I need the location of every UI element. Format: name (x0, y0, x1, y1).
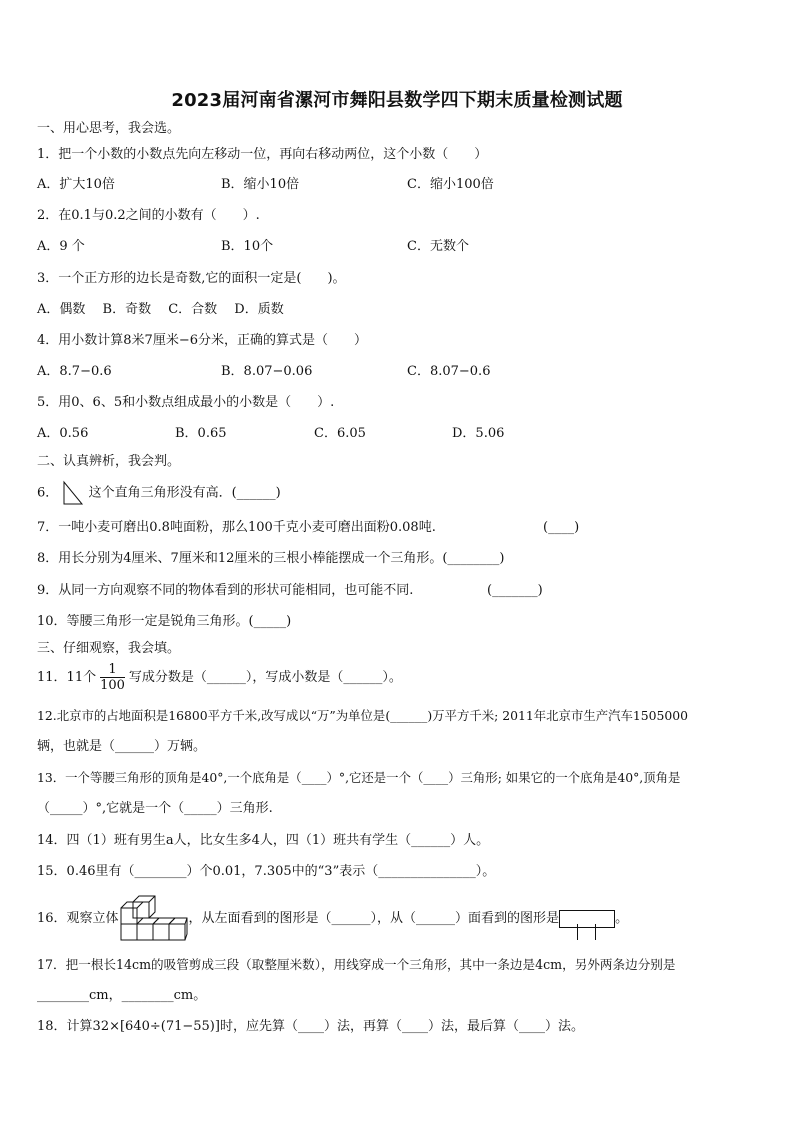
q5-option-a: A．0.56 (37, 426, 89, 441)
fraction-numerator: 1 (100, 662, 125, 678)
q16-prefix: 16．观察立体 (37, 911, 119, 926)
q3-options: A．偶数 B．奇数 C．合数 D．质数 (37, 302, 284, 317)
q6-text: 这个直角三角形没有高．(______) (88, 485, 281, 501)
q9-answer-blank[interactable]: (_______) (487, 583, 543, 598)
question-1: 1．把一个小数的小数点先向左移动一位，再向右移动两位，这个小数（ ） (37, 147, 488, 162)
question-12-line-1: 12.北京市的占地面积是16800平方千米,改写成以“万”为单位是(______)万平方千米; 2011年北京市生产汽车1505000 (37, 708, 689, 723)
question-12-line-2: 辆，也就是（______）万辆。 (37, 739, 207, 754)
q5-option-c: C．6.05 (314, 426, 366, 441)
section-heading-2: 二、认真辨析，我会判。 (37, 454, 181, 469)
view-square (560, 924, 578, 940)
question-5: 5．用0、6、5和小数点组成最小的小数是（ ）. (37, 395, 335, 410)
q11-suffix: 写成分数是（______），写成小数是（______）。 (128, 670, 402, 685)
q16-middle: ，从左面看到的图形是（______），从（______）面看到的图形是 (188, 911, 560, 926)
question-18: 18．计算32×[640÷(71−55)]时，应先算（____）法，再算（____）法，最后算（____）法。 (37, 1019, 584, 1034)
view-square (596, 924, 614, 940)
question-10: 10．等腰三角形一定是锐角三角形。(_____) (37, 614, 292, 629)
view-square (578, 924, 596, 940)
q6-number: 6． (37, 485, 59, 501)
q2-option-c: C．无数个 (407, 239, 469, 254)
page-title: 2023届河南省漯河市舞阳县数学四下期末质量检测试题 (171, 90, 623, 111)
q4-option-a: A．8.7−0.6 (37, 364, 112, 379)
section-heading-1: 一、用心思考，我会选。 (37, 121, 181, 136)
question-9: 9．从同一方向观察不同的物体看到的形状可能相同，也可能不同. (37, 583, 414, 598)
question-6 (37, 480, 281, 506)
q4-option-b: B．8.07−0.06 (221, 364, 313, 379)
question-16 (37, 893, 628, 945)
q4-option-c: C．8.07−0.6 (407, 364, 491, 379)
q11-prefix: 11．11个 (37, 670, 97, 685)
q1-option-a: A．扩大10倍 (37, 177, 115, 192)
section-heading-3: 三、仔细观察，我会填。 (37, 641, 181, 656)
question-11 (37, 661, 402, 695)
q16-suffix: 。 (615, 911, 629, 926)
right-triangle-icon (62, 480, 84, 506)
q7-answer-blank[interactable]: (____) (543, 520, 580, 535)
q5-option-b: B．0.65 (175, 426, 227, 441)
fraction-denominator: 100 (100, 678, 125, 693)
question-8: 8．用长分别为4厘米、7厘米和12厘米的三根小棒能摆成一个三角形。(________) (37, 551, 505, 566)
three-square-view-figure (559, 910, 615, 928)
fraction (100, 662, 125, 693)
question-3: 3．一个正方形的边长是奇数,它的面积一定是( )。 (37, 271, 346, 286)
question-13-line-1: 13．一个等腰三角形的顶角是40°,一个底角是（____）°,它还是一个（____）三角形; 如果它的一个底角是40°,顶角是 (37, 770, 681, 785)
question-4: 4．用小数计算8米7厘米−6分米，正确的算式是（ ） (37, 333, 367, 348)
q2-option-a: A．9 个 (37, 239, 85, 254)
q1-option-b: B．缩小10倍 (221, 177, 300, 192)
question-15: 15．0.46里有（________）个0.01，7.305中的“3”表示（_______________）。 (37, 864, 496, 879)
question-17-line-2: ________cm，________cm。 (37, 988, 207, 1003)
question-13-line-2: （_____）°,它就是一个（_____）三角形. (37, 801, 273, 816)
q5-option-d: D．5.06 (452, 426, 505, 441)
question-14: 14．四（1）班有男生a人，比女生多4人，四（1）班共有学生（______）人。 (37, 833, 490, 848)
question-7: 7．一吨小麦可磨出0.8吨面粉，那么100千克小麦可磨出面粉0.08吨. (37, 520, 436, 535)
q1-option-c: C．缩小100倍 (407, 177, 494, 192)
question-17-line-1: 17．把一根长14cm的吸管剪成三段（取整厘米数），用线穿成一个三角形，其中一条边是4cm，另外两条边分别是 (37, 957, 676, 972)
q2-option-b: B．10个 (221, 239, 274, 254)
cube-stack-figure (119, 894, 189, 944)
question-2: 2．在0.1与0.2之间的小数有（ ）. (37, 208, 260, 223)
